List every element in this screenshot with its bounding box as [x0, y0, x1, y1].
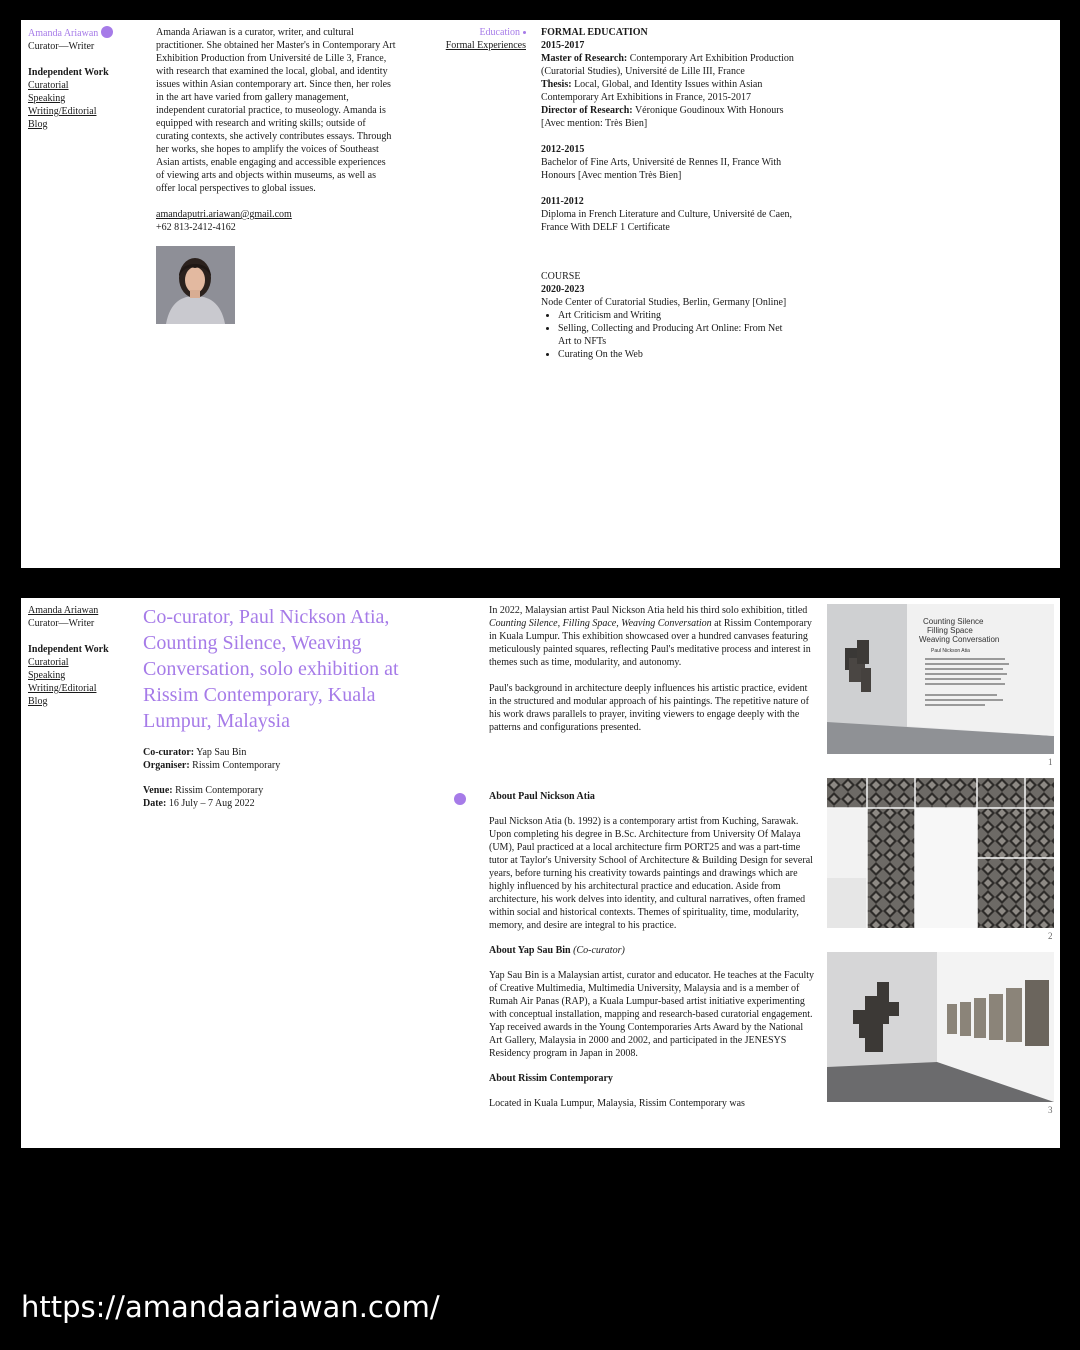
course-item: • Art Criticism and Writing — [558, 309, 796, 322]
nav-section-title: Independent Work — [28, 644, 109, 655]
intro-paragraph-2: Paul's background in architecture deeply influences his artistic practice, evident in the structured and modular approach of his paintings. The repetitive nature of his work draws parallels to prayer, inviting viewers to engage deeply with the patterns and configurations presented. — [489, 683, 809, 733]
exhibition-photo-2-illustration — [827, 778, 1054, 928]
nav-link-curatorial[interactable]: Curatorial — [28, 80, 69, 91]
site-role: Curator—Writer — [28, 618, 95, 629]
exhibition-photo-1[interactable] — [827, 604, 1054, 754]
exhibition-photo-1-illustration — [827, 604, 1054, 754]
intro-paragraph-1: In 2022, Malaysian artist Paul Nickson Atia held his third solo exhibition, titled Counting Silence, Filling Space, Weaving Conversation at Rissim Contemporary in Kuala Lumpur. This exhibition showcased over a hundred canvases featuring meticulously painted squares, reflecting Paul's meditative process and interest in themes such as time, modularity, and autonomy. — [489, 605, 812, 668]
edu-line-master: Master of Research: Contemporary Art Exhibition Production (Curatorial Studies), Université de Lille III, France — [541, 53, 794, 77]
formal-education-heading: FORMAL EDUCATION — [541, 27, 648, 38]
meta-venue: Venue: Rissim Contemporary — [143, 785, 264, 796]
meta-date: Date: 16 July – 7 Aug 2022 — [143, 798, 255, 809]
course-years: 2020-2023 — [541, 284, 585, 295]
edu-years-2: 2012-2015 — [541, 144, 585, 155]
nav-link-speaking[interactable]: Speaking — [28, 93, 66, 104]
site-role: Curator—Writer — [28, 41, 95, 52]
wall-text-artist: Paul Nickson Atia — [931, 648, 970, 654]
nav-link-blog[interactable]: Blog — [28, 119, 48, 130]
sidebar-nav — [28, 26, 138, 131]
nav-link-curatorial[interactable]: Curatorial — [28, 657, 69, 668]
project-body — [489, 604, 814, 1110]
edu-years-3: 2011-2012 — [541, 196, 584, 207]
education-column — [541, 26, 796, 361]
nav-link-writing-editorial[interactable]: Writing/Editorial — [28, 683, 97, 694]
edu-years-1: 2015-2017 — [541, 40, 585, 51]
course-text: Node Center of Curatorial Studies, Berlin, Germany [Online] — [541, 297, 787, 308]
nav-link-speaking[interactable]: Speaking — [28, 670, 66, 681]
bio-text: Amanda Ariawan is a curator, writer, and cultural practitioner. She obtained her Master's in Contemporary Art Exhibition Production from Université de Lille 3, France, with research that examined the local, global, and identity issues within Asian contemporary art. Since then, her roles in the art have varied from gallery management, independent curatorial practice, to museology. Amanda is equipped with research and writing skills; outside of curating contexts, she actively contributes essays. Through her works, she hopes to amplify the voices of Southeast Asian artists, enable engaging and accessible experiences of viewing arts and objects within museums, as well as offer local perspectives to global issues. — [156, 27, 396, 194]
course-item: • Selling, Collecting and Producing Art Online: From Net Art to NFTs — [558, 322, 796, 348]
site-name-link[interactable]: Amanda Ariawan — [28, 28, 99, 39]
wall-text-title-3: Weaving Conversation — [919, 635, 1000, 644]
photo-caption-1: 1 — [1048, 757, 1053, 767]
edu-diploma: Diploma in French Literature and Culture, Université de Caen, France With DELF 1 Certificate — [541, 209, 793, 233]
meta-cocurator: Co-curator: Yap Sau Bin — [143, 747, 247, 758]
project-title: Co-curator, Paul Nickson Atia, Counting Silence, Weaving Conversation, solo exhibition at Rissim Contemporary, Kuala Lumpur, Malaysia — [143, 606, 399, 732]
section-nav — [421, 26, 526, 52]
project-header — [143, 604, 443, 810]
edu-line-director: Director of Research: Véronique Goudinoux With Honours [Avec mention: Très Bien] — [541, 105, 784, 129]
about-gallery-text: Located in Kuala Lumpur, Malaysia, Rissim Contemporary was — [489, 1098, 745, 1109]
course-list — [541, 309, 796, 361]
footer-url: https://amandaariawan.com/ — [21, 1290, 440, 1324]
sidebar-nav — [28, 604, 138, 708]
about-cocurator-text: Yap Sau Bin is a Malaysian artist, curator and educator. He teaches at the Faculty of Creative Multimedia, Multimedia University, Malaysia and is a member of Rumah Air Panas (RAP), a Kuala Lumpur-based artist initiative experimenting with conceptual installation, mapping and research-based curatorial engagement. Yap received awards in the Young Contemporaries Arts Award by the National Art Gallery, Malaysia in 2000 and 2002, and participated in the JENESYS Residency program in Japan in 2008. — [489, 970, 815, 1059]
edu-bachelor: Bachelor of Fine Arts, Université de Rennes II, France With Honours [Avec mention Très Bien] — [541, 157, 782, 181]
active-dot-icon — [523, 31, 526, 34]
profile-photo — [156, 246, 235, 324]
exhibition-photo-3-illustration — [827, 952, 1054, 1102]
exhibition-photo-2[interactable] — [827, 778, 1054, 928]
edu-line-thesis: Thesis: Local, Global, and Identity Issues within Asian Contemporary Art Exhibitions in France, 2015-2017 — [541, 79, 763, 103]
meta-organiser: Organiser: Rissim Contemporary — [143, 760, 281, 771]
project-page-screenshot — [21, 598, 1060, 1148]
exhibition-photo-3[interactable] — [827, 952, 1054, 1102]
course-heading: COURSE — [541, 271, 581, 282]
about-page-screenshot — [21, 20, 1060, 568]
phone-number: +62 813-2412-4162 — [156, 222, 236, 233]
wall-text-title-1: Counting Silence — [923, 617, 984, 626]
course-item: • Curating On the Web — [558, 348, 796, 361]
nav-link-blog[interactable]: Blog — [28, 696, 48, 707]
about-artist-heading: About Paul Nickson Atia — [489, 791, 595, 802]
site-name-link[interactable]: Amanda Ariawan — [28, 605, 99, 616]
scroll-indicator-dot-icon[interactable] — [454, 793, 466, 805]
bio-column — [156, 26, 396, 324]
profile-photo-illustration — [156, 246, 235, 324]
accent-dot-icon — [101, 26, 113, 38]
photo-caption-3: 3 — [1048, 1105, 1053, 1115]
photo-caption-2: 2 — [1048, 931, 1053, 941]
wall-text-title-2: Filling Space — [927, 626, 973, 635]
nav-formal-experiences[interactable]: Formal Experiences — [445, 40, 526, 51]
about-gallery-heading: About Rissim Contemporary — [489, 1073, 613, 1084]
nav-education-active[interactable]: Education — [479, 27, 520, 38]
about-cocurator-heading-line: About Yap Sau Bin (Co-curator) — [489, 945, 625, 956]
nav-link-writing-editorial[interactable]: Writing/Editorial — [28, 106, 97, 117]
nav-section-title: Independent Work — [28, 67, 109, 78]
email-link[interactable]: amandaputri.ariawan@gmail.com — [156, 209, 292, 220]
about-artist-text: Paul Nickson Atia (b. 1992) is a contemporary artist from Kuching, Sarawak. Upon completing his degree in B.Sc. Architecture from University Of Malaya (UM), Paul practiced at a local architecture firm PORT25 and was a part-time tutor at Taylor's University School of Architecture & Building Design for several years, before turning his creativity towards paintings and drawings which are highly influenced by his architectural practice and education. Aside from architecture, his work delves into identity, and cultural narratives, often framed within social and historical contexts. Themes of spirituality, time, modularity, memory, and desire are integral to his practice. — [489, 816, 813, 931]
